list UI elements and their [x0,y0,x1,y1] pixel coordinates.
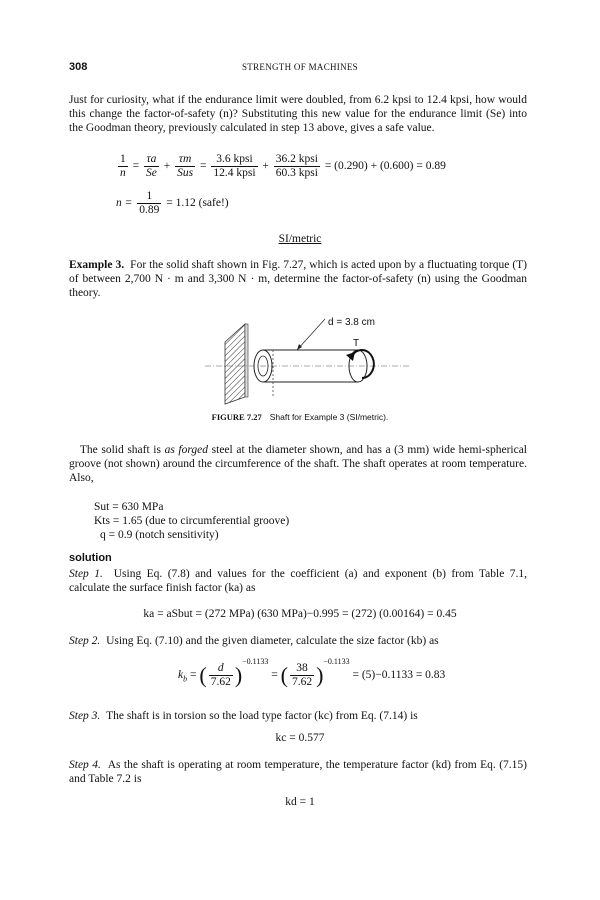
eq2-result: = 1.12 (safe!) [166,197,229,210]
example-text: For the solid shaft shown in Fig. 7.27, which is acted upon by a fluctuating torque (T) of between 2,700 N · m and 3,300 N · m, determine the factor-of-safety (n) using the Goodman theory. [69,259,528,299]
figure-caption [0,412,600,422]
eq1-result: = (0.290) + (0.600) = 0.89 [324,160,446,173]
step-3-label: Step 3. [69,710,101,722]
eq1-lhs-num: 1 [120,153,126,165]
step-4-text: Step 4. As the shaft is operating at room temperature, the temperature factor (kd) from Eq. (7.15) and Table 7.2 is [69,759,528,785]
page-number: 308 [69,61,88,73]
eq1-t2-den: Sus [177,167,194,179]
eq1-t2-num: τm [175,153,195,167]
figure-caption-label: FIGURE 7.27 [211,412,262,422]
section-title: SI/metric [278,233,322,245]
s2-den2: 7.62 [291,675,313,688]
eq1-lhs-den: n [120,167,126,179]
s2-exp2: −0.1133 [323,657,350,666]
description-paragraph: The solid shaft is as forged steel at the diameter shown, and has a (3 mm) wide hemi-spherical groove (not shown) around the circumference of the shaft. The shaft operates at room temperature. Also, [69,444,528,484]
s2-den1: 7.62 [210,675,231,688]
intro-paragraph: Just for curiosity, what if the endurance limit were doubled, from 6.2 kpsi to 12.4 kpsi, how would this change the factor-of-safety (n)? Substituting this new value for the endurance limit (Se) into the Goodman theory, previously calculated in step 13 above, gives a safe value. [69,94,527,134]
s2-num2: 38 [290,662,314,676]
eq2-lhs: n = [116,197,133,210]
goodman-equation: $\frac{1}{n}$ = $\frac{\tau a}{Se}$ + $\frac{\tau m}{\text{Sus}}$ = $\frac{\text{3.6 kpsi}}{\text{12.4 kpsi}}$ + $\frac{\text{36.2 kpsi}}{\text{60.3 kpsi}}$ = (0.290) + (0.600) = 0.89 [120,153,446,179]
step-2-text: Step 2. Using Eq. (7.10) and the given diameter, calculate the size factor (kb) as [69,635,439,647]
figure-caption-text: Shaft for Example 3 (SI/metric). [269,412,389,422]
eq1-t1-num: τa [144,153,159,167]
step-1-label: Step 1. [69,568,103,580]
safety-factor-equation [116,190,229,217]
param-kts: Kts = 1.65 (due to circumferential groove) [94,515,290,527]
solution-heading: solution [69,552,112,564]
fixed-wall [225,324,245,404]
step-4-equation: kd = 1 [285,796,315,808]
eq1-v1-den: 12.4 kpsi [213,167,256,179]
param-sut: Sut = 630 MPa [94,501,164,513]
eq1-t1-den: Se [146,167,157,179]
step-3-text: Step 3. The shaft is in torsion so the load type factor (kc) from Eq. (7.14) is [69,710,418,722]
step-1-equation: ka = aSbut = (272 MPa) (630 MPa)−0.995 = (272) (0.00164) = 0.45 [143,608,457,620]
step-1-text: Step 1. Using Eq. (7.8) and values for the coefficient (a) and exponent (b) from Table 7.1, calculate the surface finish factor (ka) as [69,568,527,594]
running-title: STRENGTH OF MACHINES [241,62,358,72]
torque-label: T [353,338,360,349]
eq1-v2-num: 36.2 kpsi [275,153,318,165]
step-3-equation: kc = 0.577 [275,732,325,744]
parameter-list [94,500,289,542]
shaft-figure [195,312,415,407]
diameter-leader [297,319,325,350]
step-2-label: Step 2. [69,635,101,647]
eq1-v2-den: 60.3 kpsi [275,167,318,179]
eq2-den: 0.89 [139,204,160,216]
eq1-v1-num: 3.6 kpsi [211,153,257,167]
step-2-equation: $k_b$ = ( $\frac{d}{7.62}$ )$^{-0.1133}$ = ( $\frac{38}{7.62}$ )$^{-0.1133}$ = (5)−0.1133 = 0.83 [178,657,446,688]
s2-exp1: −0.1133 [242,657,269,666]
example-paragraph [69,258,527,300]
s2-result: = (5)−0.1133 = 0.83 [352,669,446,681]
example-label: Example 3. [69,259,125,271]
s2-num1: d [209,662,233,676]
param-q: q = 0.9 (notch sensitivity) [100,529,219,541]
as-forged-emphasis: as forged [164,444,209,456]
step-4-label: Step 4. [69,759,101,771]
diameter-label: d = 3.8 cm [328,317,375,328]
wall-face [245,324,248,397]
eq2-num: 1 [137,190,161,204]
